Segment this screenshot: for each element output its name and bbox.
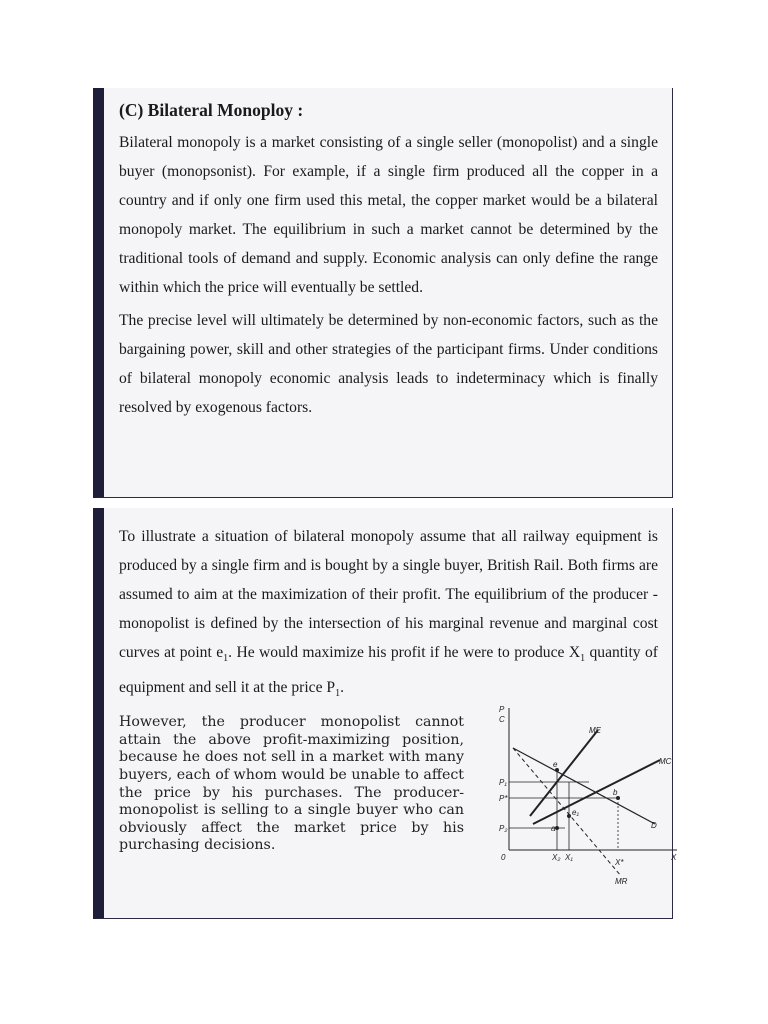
p1-label: P₁: [499, 778, 507, 788]
point-a: [555, 826, 559, 830]
d-label: D: [651, 821, 657, 831]
e-label: e: [553, 760, 558, 770]
subscript: 1: [335, 688, 341, 700]
pstar-label: P*: [499, 794, 508, 804]
subscript: 1: [580, 653, 586, 665]
x2-label: X₂: [552, 853, 561, 863]
paragraph-indeterminacy: The precise level will ultimately be determined by non-economic factors, such as the bargaining power, skill and other strategies of the participant firms. Under conditions of bilateral monopoly economic analysis leads to indeterminacy which is finally resolved by exogenous factors.: [119, 312, 658, 416]
a-label: a: [551, 824, 556, 834]
y-axis-label-p: P: [499, 705, 505, 715]
e1-label: e₁: [572, 808, 579, 818]
me-curve: [530, 730, 598, 816]
section-card-bilateral-monopoly: [93, 88, 673, 498]
paragraph-definition: Bilateral monopoly is a market consisting of a single seller (monopolist) and a single buyer (monopsonist). For example, if a single firm produced all the copper in a country and if only one firm used this metal, the copper market would be a bilateral monopoly market. The equilibrium in such a market cannot be determined by the traditional tools of demand and supply. Economic analysis can only define the range within which the price will eventually be settled.: [119, 134, 658, 296]
text-run: quantity of equipment and sell it at the price P: [119, 644, 658, 697]
x1-label: X₁: [565, 853, 573, 863]
x-axis-label: X: [671, 853, 677, 863]
section-heading: (C) Bilateral Monoploy :: [119, 100, 304, 120]
text-run: To illustrate a situation of bilateral monopoly assume that all railway equipment is produced by a single firm and is bought by a single buyer, British Rail. Both firms are assumed to aim at the maximization of their profit. The equilibrium of the producer - monopolist is defined by the intersection of his marginal revenue and marginal cost curves at point: [119, 528, 658, 661]
diagram-svg: [485, 700, 685, 890]
y-axis-label-c: C: [499, 715, 505, 725]
text-and-figure: [119, 705, 677, 887]
mc-curve: [533, 760, 660, 824]
p2-label: P₂: [499, 824, 508, 834]
text-run: . He would maximize his profit if he were to produce X: [228, 644, 581, 661]
text-run: .: [340, 679, 344, 697]
point-e1: [567, 814, 571, 818]
bilateral-monopoly-diagram: [485, 700, 685, 890]
b-label: b: [613, 788, 618, 798]
paragraph-railway-example: [119, 522, 658, 708]
section-card-illustration: [93, 508, 677, 919]
xstar-label: X*: [615, 858, 624, 868]
mc-label: MC: [659, 757, 672, 767]
me-label: ME: [589, 726, 601, 736]
demand-curve: [513, 748, 655, 824]
text-run: e: [216, 644, 224, 661]
mr-label: MR: [615, 877, 628, 887]
origin-label: 0: [501, 853, 506, 863]
paragraph-single-buyer: However, the producer monopolist cannot attain the above profit-maximizing position, because he does not sell in a market with many buyers, each of whom would be unable to affect the price by his purchases. The producer-monopolist is selling to a single buyer who can obviously affect the market price by his purchasing decisions.: [119, 714, 464, 854]
subscript: 1: [223, 653, 229, 665]
